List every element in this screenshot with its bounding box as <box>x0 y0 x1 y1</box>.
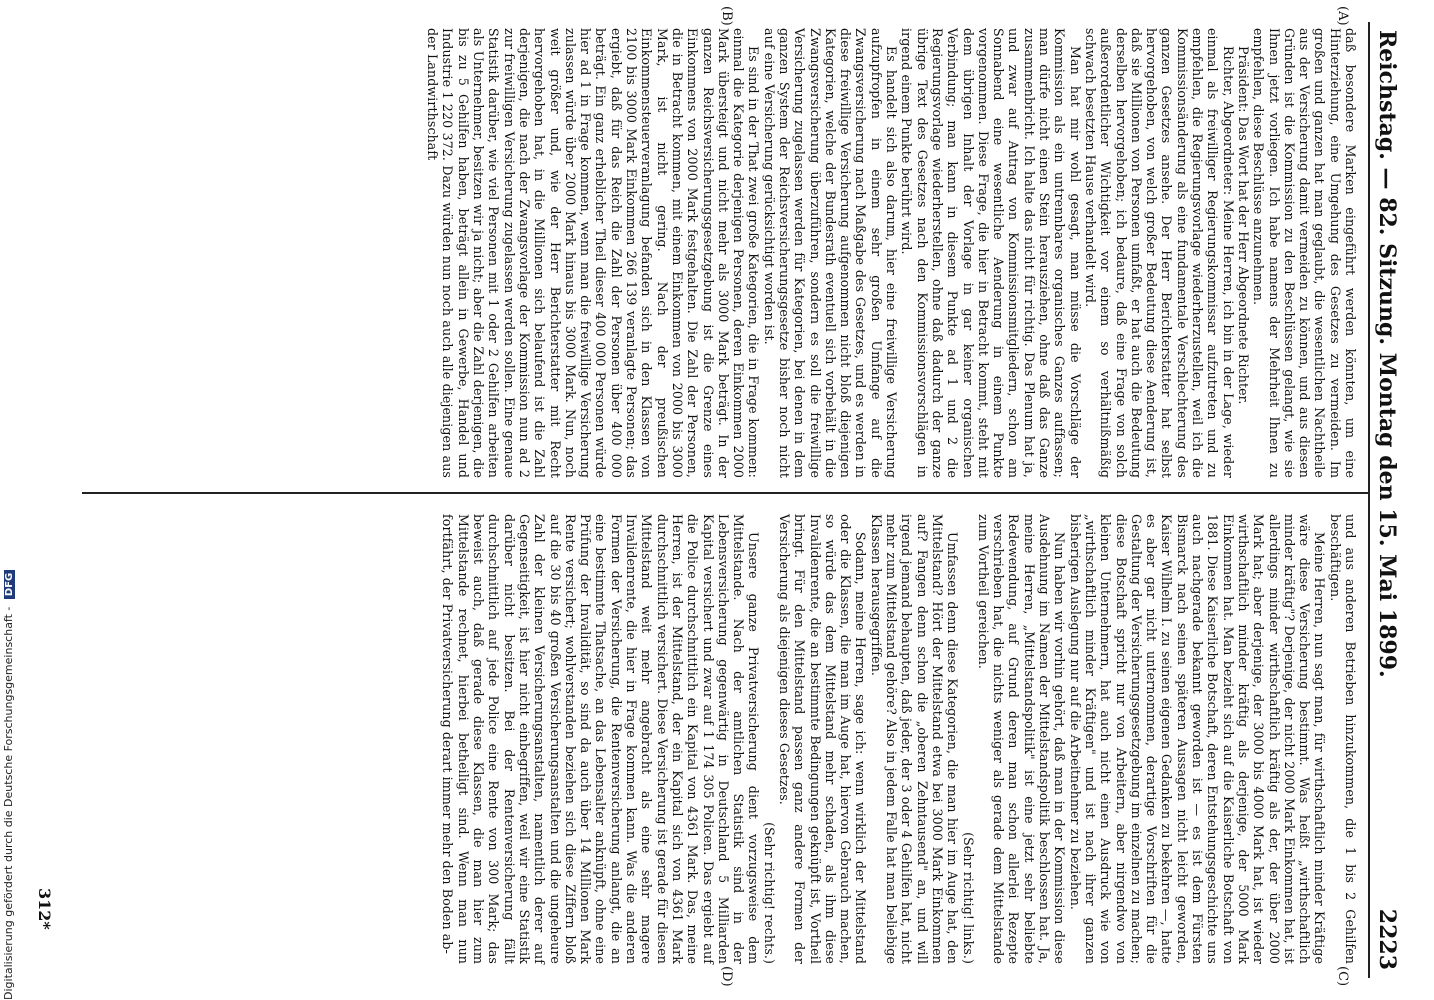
paragraph: Es handelt sich also darum, hier eine freiwillige Versicherung aufzupfropfen in einem sehr großen Umfange auf die Zwangsversicherung nach Maßgabe des Gesetzes, und es werden in diese freiwillige Versicherung aufgenommen nicht bloß diejenigen Kategorien, welche der Bundesrath eventuell sich vorbehält in die Zwangsversicherung überzuführen, sondern es soll die freiwillige Versicherung zugelassen werden für Kategorien, bei denen in dem ganzen System der Reichsversicherungsgesetze bisher noch nicht auf eine Versicherung gerücksichtigt worden ist. <box>761 28 900 478</box>
paragraph: Es sind in der That zwei große Kategorien, die in Frage kommen: einmal die Kategorie derjenigen Personen, deren Einkommen 2000 Mark übersteigt und nicht mehr als 3000 Mark beträgt. In der ganzen Reichsversicherungsgesetzgebung ist die Grenze eines Einkommens von 2000 Mark festgehalten. Die Zahl der Personen, die in Betracht kommen, mit einem Einkommen von 2000 bis 3000 Mark, ist nicht gering. Nach der preußischen Einkommensteuerveranlagung befanden sich in den Klassen von 2100 bis 3000 Mark Einkommen 266 139 veranlagte Personen; das ergiebt, daß für das Reich die Zahl der Personen über 400 000 beträgt. Ein ganz erheblicher Theil dieser 400 000 Personen würde hier ad 1 in Frage kommen, wenn man die freiwillige Versicherung zulassen würde über 2000 Mark hinaus bis 3000 Mark. Nun, noch weit größer und, wie der Herr Berichterstatter mit Recht hervorgehoben hat, in die Millionen sich belaufend ist die Zahl derjenigen, die nach der Zwangsvorlage der Kommission nun ad 2 zur freiwilligen Versicherung zugelassen werden sollen. Eine genaue Statistik darüber, wie viel Personen mit 1 oder 2 Gehilfen arbeiten als Unternehmer, besitzen wir ja nicht; aber die Zahl derjenigen, die bis zu 5 Gehilfen haben, beträgt allein in Gewerbe, Handel und Industrie 1 220 372. Dazu würden nun noch auch alle diejenigen aus der Landwirthschaft <box>425 28 762 478</box>
margin-marker-c: (C) <box>1335 966 1350 987</box>
running-header <box>1368 30 1408 970</box>
digitization-credit <box>2 10 18 1000</box>
paragraph: Umfassen denn diese Kategorien, die man hier im Auge hat, den Mittelstand? Hört der Mittelstand etwa bei 3000 Mark Einkommen auf? Fangen denn schon die „oberen Zehntausend" an, und will irgend jemand behaupten, daß jeder, der 3 oder 4 Gehilfen hat, nicht mehr zum Mittelstand gehöre? Also in jedem Falle hat man beliebige Klassen herausgegriffen. <box>868 514 961 964</box>
interjection: (Sehr richtig! links.) <box>960 832 976 964</box>
header-rule <box>1368 22 1370 978</box>
right-column <box>440 514 1358 964</box>
page-number: 2223 <box>1374 908 1400 970</box>
paragraph: Unsere ganze Privatversicherung dient vorzugsweise dem Mittelstande. Nach der amtlichen Statistik sind in der Lebensversicherung gegenwärtig in Deutschland 5 Milliarden Kapital versichert und zwar auf 1 174 305 Policen. Das ergiebt auf die Police durchschnittlich ein Kapital von 4361 Mark. Das, meine Herren, ist der Mittelstand, der ein Kapital sich von 4361 Mark durchschnittlich versichert. Diese Versicherung ist gerade für diesen Mittelstand weit mehr angebracht als eine sehr magere Invalidenrente, die hier in Frage kommen kann. Was die anderen Formen der Versicherung, die Rentenversicherung anlangt, die an eine bestimmte Thatsache, an das Lebensalter anknüpft, ohne eine Prüfung der Invalidität, so sind da auch über 14 Millionen Mark Rente versichert; wohlverstanden beziehen sich diese Ziffern bloß auf die 30 bis 40 großen Versicherungsanstalten und die ungeheure Zahl der kleinen Versicherungsanstalten, namentlich derer auf Gegenseitigkeit, ist hier nicht einbegriffen, weil wir eine Statistik darüber nicht besitzen. Bei der Rentenversicherung fällt durchschnittlich auf jede Police eine Rente von 300 Mark; das beweist auch, daß gerade diese Klassen, die man hier zum Mittelstande rechnet, hierbei betheiligt sind. Wenn man nun fortfährt, der Privatversicherung derart immer mehr den Boden ab- <box>440 514 762 964</box>
margin-marker-a: (A) <box>1335 6 1350 26</box>
paragraph: Man hat mir wohl gesagt, man müsse die Vorschläge der Kommission als ein untrennbares organisches Ganzes auffassen; man dürfe nicht einen Stein herausziehen, ohne daß das Ganze zusammenbricht. Ich halte das nicht für richtig. Das Plenum hat ja, und zwar auf Antrag von Kommissionsmitgliedern, schon am Sonnabend eine wesentliche Aenderung in einem Punkte vorgenommen. Diese Frage, die hier in Betracht kommt, steht mit dem übrigen Inhalt der Vorlage in gar keiner organischen Verbindung; man kann in diesem Punkte ad 1 und 2 die Regierungsvorlage wiederherstellen, ohne daß dadurch der ganze übrige Text des Gesetzes nach den Kommissionsvorschlägen in irgend einem Punkte berührt wird. <box>899 28 1083 478</box>
interjection: (Sehr richtig! rechts.) <box>761 822 777 964</box>
paragraph: Richter, Abgeordneter: Meine Herren, ich bin in der Lage, wieder einmal als freiwilliger Regierungskommissar aufzutreten und zu empfehlen, die Regierungsvorlage wiederherzustellen, weil ich die Kommissionsänderung als eine fundamentale Verschlechterung des ganzen Gesetzes ansehe. Der Herr Berichterstatter hat selbst hervorgehoben, von welch großer Bedeutung diese Aenderung ist, daß sie Millionen von Personen umfaßt, er hat auch die Bedeutung derselben hervorgehoben; ich bedaure, daß eine Frage von solch außerordentlicher Wichtigkeit vor einem so verhältnißmäßig schwach besetzten Hause verhandelt wird. <box>1082 28 1236 478</box>
paragraph: Präsident: Das Wort hat der Herr Abgeordnete Richter. <box>1235 46 1251 405</box>
digitization-note: Digitalisierung gefördert durch die Deutsche Forschungsgemeinschaft - <box>2 606 15 1000</box>
margin-marker-b: (B) <box>719 6 734 26</box>
signature-mark: 312* <box>35 888 54 930</box>
dfg-logo: DFG <box>4 570 15 599</box>
paragraph: daß besondere Marken eingeführt werden könnten, um eine Hinterziehung, eine Umgehung des Gesetzes zu vermeiden. Im großen und ganzen hat man geglaubt, die wesentlichen Nachtheile aus der Versicherung damit vermeiden zu können, und aus diesen Gründen ist die Kommission zu den Beschlüssen gelangt, wie sie Ihnen jetzt vorliegen. Ich habe namens der Mehrheit Ihnen zu empfehlen, diese Beschlüsse anzunehmen. <box>1251 28 1358 478</box>
header-title: Reichstag. — 82. Sitzung. Montag den 15. Mai 1899. <box>1374 30 1400 678</box>
left-column <box>425 28 1358 478</box>
paragraph: Sodann, meine Herren, sage ich: wenn wirklich der Mittelstand oder die Klassen, die man im Auge hat, hiervon Gebrauch machen, so würde das dem Mittelstand mehr schaden, als ihm diese Invalidenrente, die an bestimmte Bedingungen geknüpft ist, Vortheil bringt. Für den Mittelstand passen ganz andere Formen der Versicherung als diejenigen dieses Gesetzes. <box>777 514 869 964</box>
paragraph: und aus anderen Betrieben hinzukommen, die 1 bis 2 Gehilfen beschäftigen. <box>1327 514 1358 964</box>
margin-marker-d: (D) <box>719 966 734 987</box>
paragraph: Nun haben wir vorhin gehört, daß man in der Kommission diese Ausdehnung im Namen der Mittelstandspolitik beschlossen hat. Ja, meine Herren, „Mittelstandspolitik" ist eine jetzt sehr beliebte Redewendung, auf Grund deren man schon allerlei Rezepte verschrieben hat, die nichts weniger als gerade dem Mittelstande zum Vortheil gereichen. <box>975 514 1068 964</box>
paragraph: Meine Herren, nun sagt man, für wirthschaftlich minder Kräftige wäre diese Versicherung bestimmt. Was heißt „wirthschaftlich minder kräftig"? Derjenige, der nicht 2000 Mark Einkommen hat, ist allerdings minder wirthschaftlich kräftig als der, der über 2000 Mark hat; aber derjenige, der 3000 bis 4000 Mark hat, ist wieder wirthschaftlich minder kräftig als derjenige, der 5000 Mark Einkommen hat. Man bezieht sich auf die Kaiserliche Botschaft von 1881. Diese Kaiserliche Botschaft, deren Entstehungsgeschichte uns auch nachgerade bekannt geworden ist — es ist dem Fürsten Bismarck nach seinen späteren Aussagen nicht leicht geworden, Kaiser Wilhelm I. zu seinen eigenen Gedanken zu bekehren —, hatte es aber gar nicht unternommen, derartige Vorschriften für die Gestaltung der Versicherungsgesetzgebung im einzelnen zu machen; diese Botschaft spricht nur von Arbeitern, aber nirgendwo von kleinen Unternehmern, hat auch nicht einen Ausdruck wie von „wirthschaftlich minder Kräftigen" und ist nach ihrer ganzen bisherigen Auslegung nur auf die Arbeitnehmer zu beziehen. <box>1067 514 1328 964</box>
column-divider <box>82 492 1368 494</box>
